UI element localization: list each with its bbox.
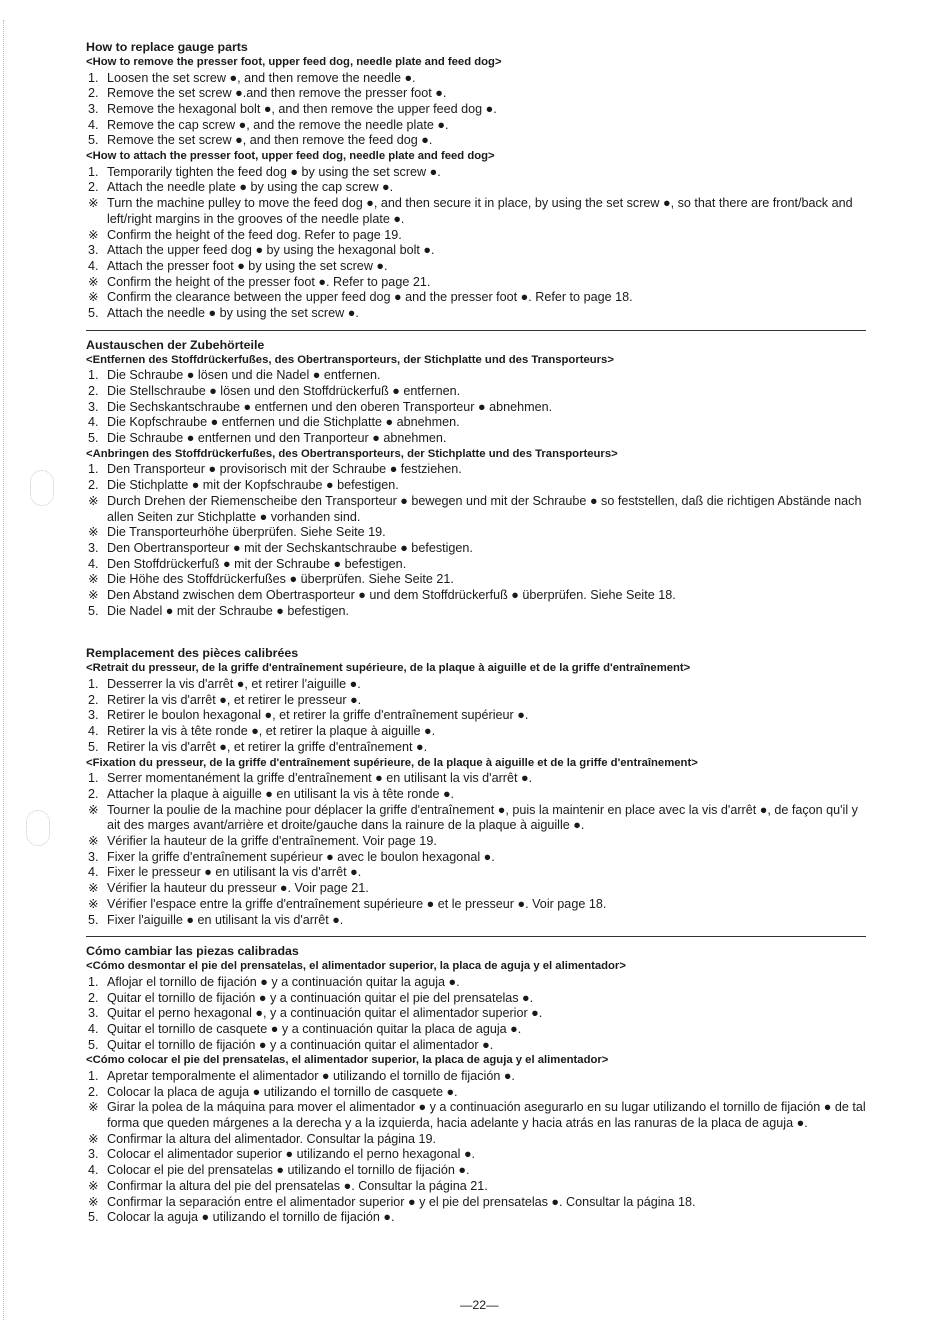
step-number: 2. — [88, 990, 99, 1005]
procedure-subheading: <How to remove the presser foot, upper feed dog, needle plate and feed dog> — [86, 56, 502, 68]
step-number: 2. — [88, 786, 99, 801]
item-text: Remove the set screw ●, and then remove the feed dog ●. — [107, 133, 433, 148]
step-number: 1. — [88, 164, 99, 179]
step-item — [86, 1147, 872, 1163]
step-number: 1. — [88, 462, 99, 477]
step-number: 5. — [88, 306, 99, 321]
step-item — [86, 1038, 872, 1054]
step-item — [86, 708, 872, 724]
item-text: Tourner la poulie de la machine pour déplacer la griffe d'entraînement ●, puis la maintenir en place avec la vis d'arrêt ●, de façon qu'il y ait des marges avant/arrière et droite/gauche dans la rainure de la plaque à aiguille ●. — [107, 802, 858, 833]
item-text: Colocar la aguja ● utilizando el tornillo de fijación ●. — [107, 1210, 395, 1225]
step-item — [86, 102, 872, 118]
note-marker: ※ — [88, 588, 99, 603]
step-number: 1. — [88, 771, 99, 786]
item-text: Girar la polea de la máquina para mover el alimentador ● y a continuación asegurarlo en su lugar utilizando el tornillo de fijación ● de tal forma que queden márgenes a la derecha y a la izquierda, hacia adelante y hacia atrás en las ranuras de la placa de aguja ●. — [107, 1100, 866, 1131]
procedure-subheading: <Cómo desmontar el pie del prensatelas, el alimentador superior, la placa de aguja y el alimentador> — [86, 960, 626, 973]
note-item — [86, 881, 872, 897]
section — [86, 338, 872, 620]
item-text: Loosen the set screw ●, and then remove the needle ●. — [107, 70, 416, 85]
manual-page — [86, 40, 872, 1226]
item-text: Die Höhe des Stoffdrückerfußes ● überprüfen. Siehe Seite 21. — [107, 572, 454, 587]
step-number: 3. — [88, 102, 99, 116]
step-item — [86, 118, 872, 134]
step-number: 1. — [88, 974, 99, 989]
step-item — [86, 557, 872, 573]
step-item — [86, 71, 872, 87]
note-marker: ※ — [88, 881, 99, 896]
step-item — [86, 604, 872, 620]
item-text: Den Obertransporteur ● mit der Sechskantschraube ● befestigen. — [107, 540, 473, 555]
item-text: Remove the hexagonal bolt ●, and then remove the upper feed dog ●. — [107, 102, 497, 116]
step-item — [86, 368, 872, 384]
item-text: Die Sechskantschraube ● entfernen und den oberen Transporteur ● abnehmen. — [107, 399, 553, 414]
item-text: Remove the cap screw ●, and the remove the needle plate ●. — [107, 117, 449, 132]
step-number: 3. — [88, 849, 99, 864]
step-item — [86, 693, 872, 709]
note-marker: ※ — [88, 290, 99, 305]
item-text: Fixer la griffe d'entraînement supérieur ● avec le boulon hexagonal ●. — [107, 849, 495, 864]
step-number: 5. — [88, 1037, 99, 1052]
step-number: 1. — [88, 677, 99, 692]
step-item — [86, 415, 872, 431]
step-item — [86, 541, 872, 557]
section — [86, 646, 872, 928]
item-text: Retirer la vis à tête ronde ●, et retirer la plaque à aiguille ●. — [107, 724, 436, 739]
item-text: Remove the set screw ●.and then remove the presser foot ●. — [107, 86, 447, 101]
note-item — [86, 275, 872, 291]
step-item — [86, 1069, 872, 1085]
step-number: 3. — [88, 540, 99, 555]
step-number: 5. — [88, 739, 99, 754]
step-number: 4. — [88, 415, 99, 430]
item-text: Desserrer la vis d'arrêt ●, et retirer l'aiguille ●. — [107, 677, 361, 692]
note-item — [86, 803, 872, 834]
item-text: Aflojar el tornillo de fijación ● y a continuación quitar la aguja ●. — [107, 974, 460, 989]
item-text: Confirmar la altura del alimentador. Consultar la página 19. — [107, 1131, 437, 1146]
section-divider — [86, 936, 866, 937]
step-item — [86, 724, 872, 740]
note-marker: ※ — [88, 833, 99, 848]
step-item — [86, 1022, 872, 1038]
item-text: Die Stichplatte ● mit der Kopfschraube ● befestigen. — [107, 478, 399, 493]
step-item — [86, 478, 872, 494]
step-item — [86, 431, 872, 447]
section-heading: Remplacement des pièces calibrées — [86, 646, 299, 661]
step-item — [86, 1210, 872, 1226]
step-item — [86, 1006, 872, 1022]
step-item — [86, 975, 872, 991]
item-text: Quitar el tornillo de fijación ● y a continuación quitar el alimentador ●. — [107, 1037, 494, 1052]
step-item — [86, 771, 872, 787]
item-text: Confirm the clearance between the upper feed dog ● and the presser foot ●. Refer to page 18. — [107, 290, 633, 305]
procedure-subheading: <Entfernen des Stoffdrückerfußes, des Obertransporteurs, der Stichplatte und des Transporteurs> — [86, 353, 614, 366]
procedure-subheading: <Fixation du presseur, de la griffe d'entraînement supérieure, de la plaque à aiguille et de la griffe d'entraînement> — [86, 756, 698, 769]
item-text: Confirmar la separación entre el alimentador superior ● y el pie del prensatelas ●. Consultar la página 18. — [107, 1194, 696, 1209]
step-item — [86, 86, 872, 102]
step-number: 3. — [88, 399, 99, 414]
procedure-subheading: <Cómo colocar el pie del prensatelas, el alimentador superior, la placa de aguja y el alimentador> — [86, 1054, 609, 1067]
step-item — [86, 1085, 872, 1101]
item-text: Quitar el perno hexagonal ●, y a continuación quitar el alimentador superior ●. — [107, 1006, 543, 1021]
note-item — [86, 834, 872, 850]
item-text: Die Nadel ● mit der Schraube ● befestigen. — [107, 603, 350, 618]
step-item — [86, 787, 872, 803]
step-number: 3. — [88, 1147, 99, 1162]
step-number: 4. — [88, 865, 99, 880]
note-item — [86, 897, 872, 913]
procedure-subheading: <Anbringen des Stoffdrückerfußes, des Obertransporteurs, der Stichplatte und des Transporteurs> — [86, 447, 618, 460]
step-item — [86, 462, 872, 478]
step-number: 1. — [88, 368, 99, 383]
step-item — [86, 677, 872, 693]
step-number: 4. — [88, 1163, 99, 1178]
section — [86, 40, 872, 322]
step-item — [86, 400, 872, 416]
note-item — [86, 1100, 872, 1131]
procedure-subheading: <Retrait du presseur, de la griffe d'entraînement supérieure, de la plaque à aiguille et de la griffe d'entraînement> — [86, 662, 691, 675]
step-number: 5. — [88, 603, 99, 618]
step-item — [86, 1163, 872, 1179]
note-item — [86, 525, 872, 541]
step-number: 5. — [88, 133, 99, 148]
note-item — [86, 588, 872, 604]
item-text: Retirer la vis d'arrêt ●, et retirer le presseur ●. — [107, 692, 362, 707]
step-number: 3. — [88, 243, 99, 258]
step-item — [86, 740, 872, 756]
item-text: Retirer la vis d'arrêt ●, et retirer la griffe d'entraînement ●. — [107, 739, 428, 754]
item-text: Colocar la placa de aguja ● utilizando el tornillo de casquete ●. — [107, 1084, 458, 1099]
step-number: 1. — [88, 1068, 99, 1083]
item-text: Retirer le boulon hexagonal ●, et retirer la griffe d'entraînement supérieur ●. — [107, 708, 529, 723]
note-marker: ※ — [88, 572, 99, 587]
item-text: Die Stellschraube ● lösen und den Stoffdrückerfuß ● entfernen. — [107, 384, 461, 399]
step-item — [86, 133, 872, 149]
step-number: 3. — [88, 708, 99, 723]
note-marker: ※ — [88, 1194, 99, 1209]
item-text: Den Transporteur ● provisorisch mit der Schraube ● festziehen. — [107, 462, 462, 477]
item-text: Attach the needle plate ● by using the cap screw ●. — [107, 180, 394, 195]
step-item — [86, 306, 872, 322]
item-text: Fixer le presseur ● en utilisant la vis d'arrêt ●. — [107, 865, 362, 880]
note-marker: ※ — [88, 896, 99, 911]
note-marker: ※ — [88, 196, 99, 211]
item-text: Temporarily tighten the feed dog ● by using the set screw ●. — [107, 164, 441, 179]
section — [86, 944, 872, 1226]
item-text: Quitar el tornillo de casquete ● y a continuación quitar la placa de aguja ●. — [107, 1021, 522, 1036]
item-text: Serrer momentanément la griffe d'entraînement ● en utilisant la vis d'arrêt ●. — [107, 771, 533, 786]
item-text: Quitar el tornillo de fijación ● y a continuación quitar el pie del prensatelas ●. — [107, 990, 534, 1005]
step-number: 2. — [88, 1084, 99, 1099]
step-number: 3. — [88, 1006, 99, 1021]
note-item — [86, 494, 872, 525]
note-item — [86, 1195, 872, 1211]
step-number: 2. — [88, 180, 99, 195]
section-heading: How to replace gauge parts — [86, 40, 248, 54]
note-marker: ※ — [88, 525, 99, 540]
item-text: Attach the needle ● by using the set screw ●. — [107, 306, 359, 321]
note-marker: ※ — [88, 274, 99, 289]
note-item — [86, 196, 872, 227]
item-text: Turn the machine pulley to move the feed dog ●, and then secure it in place, by using the set screw ●, so that there are front/back and left/right margins in the grooves of the needle plate ●. — [107, 196, 853, 226]
step-number: 4. — [88, 117, 99, 132]
step-item — [86, 850, 872, 866]
item-text: Attach the upper feed dog ● by using the hexagonal bolt ●. — [107, 243, 435, 258]
step-number: 4. — [88, 258, 99, 273]
binding-hole-mark — [26, 810, 50, 846]
item-text: Die Schraube ● entfernen und den Tranporteur ● abnehmen. — [107, 431, 447, 446]
step-item — [86, 913, 872, 929]
step-item — [86, 165, 872, 181]
step-number: 2. — [88, 86, 99, 101]
step-number: 4. — [88, 556, 99, 571]
step-item — [86, 259, 872, 275]
note-marker: ※ — [88, 1100, 99, 1115]
item-text: Confirm the height of the feed dog. Refer to page 19. — [107, 227, 402, 242]
step-number: 5. — [88, 912, 99, 927]
item-text: Die Transporteurhöhe überprüfen. Siehe Seite 19. — [107, 525, 386, 540]
step-number: 5. — [88, 431, 99, 446]
page-edge-marks — [3, 20, 4, 1320]
note-marker: ※ — [88, 1178, 99, 1193]
section-spacer — [86, 619, 872, 646]
item-text: Apretar temporalmente el alimentador ● utilizando el tornillo de fijación ●. — [107, 1068, 515, 1083]
step-number: 5. — [88, 1210, 99, 1225]
step-item — [86, 243, 872, 259]
binding-hole-mark — [30, 470, 54, 506]
item-text: Den Abstand zwischen dem Obertrasporteur ● und dem Stoffdrückerfuß ● überprüfen. Siehe Seite 18. — [107, 588, 676, 603]
step-item — [86, 865, 872, 881]
item-text: Den Stoffdrückerfuß ● mit der Schraube ● befestigen. — [107, 556, 407, 571]
step-item — [86, 991, 872, 1007]
note-item — [86, 228, 872, 244]
item-text: Vérifier la hauteur du presseur ●. Voir page 21. — [107, 881, 369, 896]
note-marker: ※ — [88, 1131, 99, 1146]
page-number: —22— — [460, 1298, 499, 1312]
note-marker: ※ — [88, 227, 99, 242]
item-text: Confirmar la altura del pie del prensatelas ●. Consultar la página 21. — [107, 1178, 488, 1193]
section-heading: Cómo cambiar las piezas calibradas — [86, 944, 299, 959]
step-number: 2. — [88, 384, 99, 399]
note-item — [86, 290, 872, 306]
note-marker: ※ — [88, 802, 99, 817]
note-marker: ※ — [88, 493, 99, 508]
item-text: Durch Drehen der Riemenscheibe den Transporteur ● bewegen und mit der Schraube ● so feststellen, daß die richtigen Abstände nach allen Seiten zur Stichplatte ● vorhanden sind. — [107, 493, 862, 524]
section-divider — [86, 330, 866, 331]
step-number: 1. — [88, 70, 99, 85]
item-text: Confirm the height of the presser foot ●. Refer to page 21. — [107, 274, 431, 289]
step-item — [86, 384, 872, 400]
step-item — [86, 180, 872, 196]
item-text: Vérifier la hauteur de la griffe d'entraînement. Voir page 19. — [107, 833, 437, 848]
step-number: 4. — [88, 1021, 99, 1036]
note-item — [86, 1132, 872, 1148]
item-text: Attach the presser foot ● by using the set screw ●. — [107, 258, 388, 273]
item-text: Colocar el alimentador superior ● utilizando el perno hexagonal ●. — [107, 1147, 476, 1162]
item-text: Fixer l'aiguille ● en utilisant la vis d'arrêt ●. — [107, 912, 344, 927]
item-text: Colocar el pie del prensatelas ● utilizando el tornillo de fijación ●. — [107, 1163, 470, 1178]
section-heading: Austauschen der Zubehörteile — [86, 337, 265, 352]
item-text: Die Schraube ● lösen und die Nadel ● entfernen. — [107, 368, 381, 383]
step-number: 4. — [88, 724, 99, 739]
item-text: Die Kopfschraube ● entfernen und die Stichplatte ● abnehmen. — [107, 415, 460, 430]
procedure-subheading: <How to attach the presser foot, upper feed dog, needle plate and feed dog> — [86, 150, 495, 163]
item-text: Vérifier l'espace entre la griffe d'entraînement supérieure ● et le presseur ●. Voir page 18. — [107, 896, 607, 911]
item-text: Attacher la plaque à aiguille ● en utilisant la vis à tête ronde ●. — [107, 786, 455, 801]
step-number: 2. — [88, 478, 99, 493]
note-item — [86, 1179, 872, 1195]
note-item — [86, 572, 872, 588]
step-number: 2. — [88, 692, 99, 707]
